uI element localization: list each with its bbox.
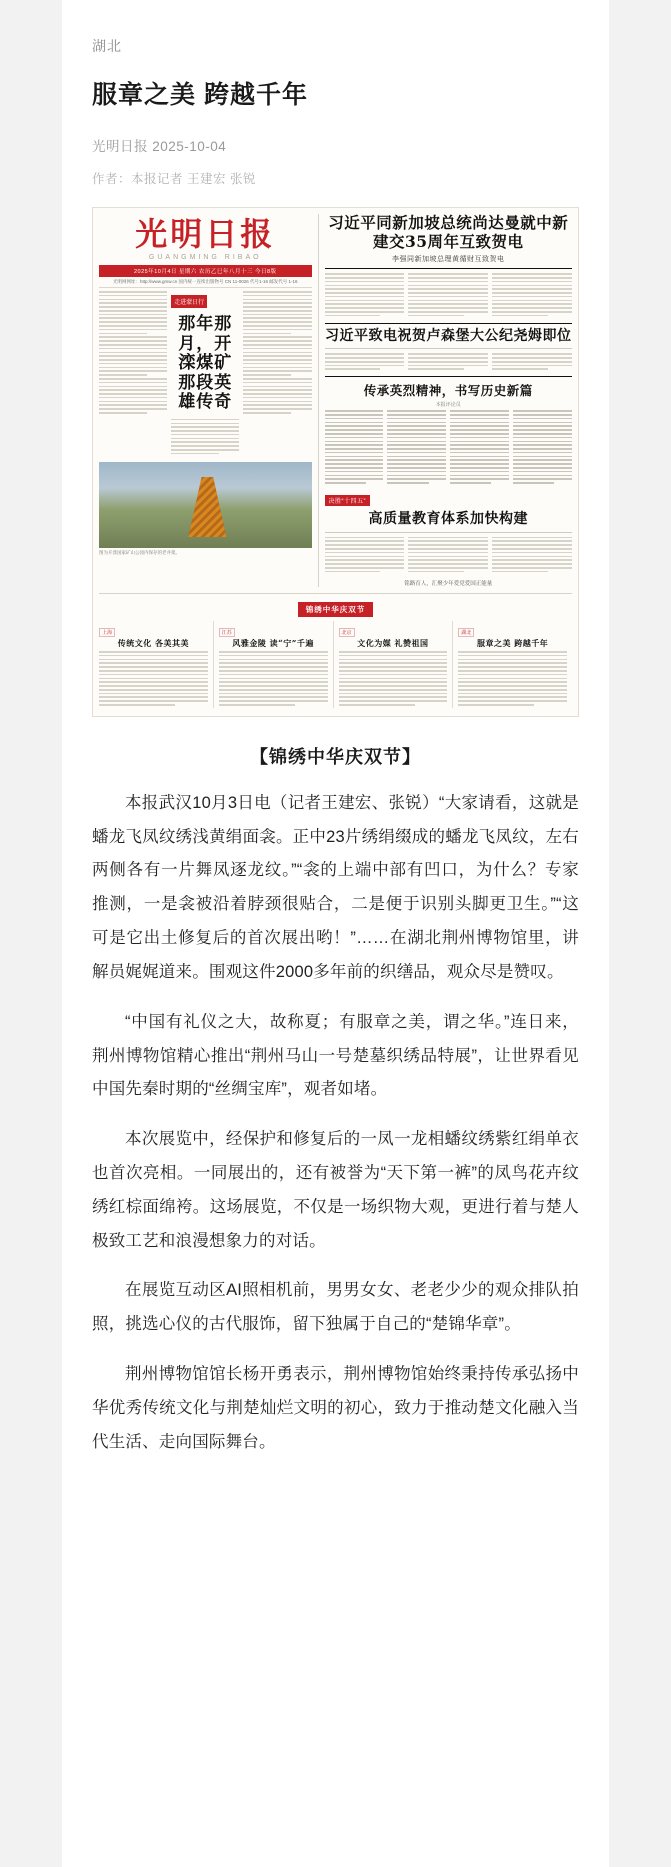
newspaper-masthead-title: 光明日报	[135, 215, 276, 253]
divider	[325, 376, 572, 377]
newspaper-third-body-columns	[325, 410, 572, 486]
newspaper-lead-body-columns	[325, 273, 572, 318]
filler-text-block	[513, 410, 572, 483]
filler-text-block	[325, 410, 384, 483]
filler-text-block	[450, 410, 509, 483]
newspaper-quarter-item	[339, 621, 454, 708]
newspaper-red-tag-wrap	[325, 490, 572, 508]
page-title: 服章之美 跨越千年	[92, 81, 308, 109]
article-source: 光明日报 2025-10-04	[92, 139, 227, 154]
newspaper-quarter-headline: 传统文化 各美其美	[117, 637, 190, 648]
filler-text-block	[408, 273, 488, 316]
filler-text-block	[99, 651, 208, 706]
newspaper-column-left	[99, 291, 167, 457]
newspaper-front-page-image[interactable]	[92, 207, 579, 717]
newspaper-masthead-columns	[99, 291, 312, 457]
newspaper-lead-headline: 习近平同新加坡总统尚达曼就中新建交35周年互致贺电	[328, 213, 569, 251]
article-authors: 作者：本报记者 王建宏 张锐	[92, 172, 256, 186]
newspaper-quarter-headline: 文化为媒 礼赞祖国	[357, 637, 429, 648]
newspaper-quarter-item	[458, 621, 572, 708]
newspaper-quarter-item	[219, 621, 334, 708]
newspaper-quarter-headline: 风雅金陵 读“宁”千遍	[232, 637, 314, 648]
newspaper-fourth-body-columns	[325, 537, 572, 575]
article-category[interactable]: 湖北	[92, 38, 122, 54]
newspaper-quarter-tag: 湖北	[458, 628, 474, 637]
filler-text-block	[325, 353, 405, 370]
filler-text-block	[492, 353, 572, 370]
newspaper-photo-caption: 图为开滦国家矿山公园内保存的老井架。	[99, 549, 180, 555]
article-paragraph: 在展览互动区AI照相机前，男男女女、老老少少的观众排队拍照，挑选心仪的古代服饰，留下独属于自己的“楚锦华章”。	[92, 1281, 579, 1334]
newspaper-quarter-row	[99, 621, 572, 708]
divider	[325, 348, 572, 349]
newspaper-photo-label: 铭路育人，汇聚少年爱党爱国正能量	[404, 580, 493, 587]
filler-text-block	[492, 273, 572, 316]
newspaper-lead-column	[325, 214, 572, 587]
newspaper-quarter-tag: 北京	[339, 628, 355, 637]
newspaper-lead-subheadline: 李强同新加坡总理黄循财互致贺电	[392, 256, 505, 264]
newspaper-banner-wrap	[99, 599, 572, 617]
newspaper-headline-4: 高质量教育体系加快构建	[368, 510, 529, 527]
filler-text-block	[458, 651, 567, 706]
filler-text-block	[171, 419, 239, 455]
newspaper-masthead-pinyin: GUANGMING RIBAO	[148, 254, 262, 261]
newspaper-headline-3-byline: 本报评论员	[435, 402, 461, 409]
newspaper-column-feature	[171, 291, 239, 457]
newspaper-column-badge: 走进蒙日行	[171, 295, 207, 308]
article-paragraph: 本报武汉10月3日电（记者王建宏、张锐）“大家请看，这就是蟠龙飞凤纹绣浅黄绢面衾。正中23片绣绢缀成的蟠龙飞凤纹，左右两侧各有一片舞凤逐龙纹。”“衾的上端中部有凹口，为什么？专家推测，一是衾被沿着脖颈很贴合，二是便于识别头脚更卫生。”“这可是它出土修复后的首次展出哟！”……在湖北荆州博物馆里，讲解员娓娓道来。围观这件2000多年前的织缮品，观众尽是赞叹。	[92, 793, 579, 981]
newspaper-headline-3: 传承英烈精神，书写历史新篇	[363, 383, 533, 399]
filler-text-block	[219, 651, 328, 706]
newspaper-headline-2: 习近平致电祝贺卢森堡大公纪尧姆即位	[325, 327, 572, 344]
filler-text-block	[492, 537, 572, 573]
newspaper-date-bar: 2025年10月4日 星期六 农历乙巳年八月十三 今日8版	[99, 265, 312, 277]
filler-text-block	[99, 291, 167, 414]
filler-text-block	[387, 410, 446, 483]
newspaper-quarter-headline: 服章之美 跨越千年	[476, 637, 549, 648]
filler-text-block	[325, 537, 405, 573]
newspaper-quarter-tag: 江苏	[219, 628, 235, 637]
newspaper-masthead-column	[99, 214, 319, 587]
divider	[325, 268, 572, 269]
newspaper-red-tag: 决胜“十四五”	[325, 495, 371, 506]
article-sheet	[62, 0, 609, 1867]
newspaper-photo-mine	[99, 462, 312, 548]
filler-text-block	[243, 291, 311, 414]
newspaper-quarter-item	[99, 621, 214, 708]
divider	[325, 323, 572, 324]
newspaper-top-section	[99, 214, 572, 587]
newspaper-feature-headline: 那年那月，开滦煤矿那段英雄传奇	[178, 314, 233, 413]
filler-text-block	[408, 537, 488, 573]
filler-text-block	[339, 651, 448, 706]
newspaper-second-body-columns	[325, 353, 572, 372]
article-paragraph: 本次展览中，经保护和修复后的一凤一龙相蟠纹绣紫红绢单衣也首次亮相。一同展出的，还有被誉为“天下第一裤”的凤鸟花卉纹绣红棕面绵袴。这场展览，不仅是一场织物大观，更进行着与楚人极致工艺和浪漫想象力的对话。	[92, 1130, 579, 1250]
article-paragraph: “中国有礼仪之大，故称夏；有服章之美，谓之华。”连日来，荆州博物馆精心推出“荆州马山一号楚墓织绣品特展”，让世界看见中国先秦时期的“丝绸宝库”，观者如堵。	[92, 1012, 579, 1099]
section-title: 【锦绣中华庆双节】	[250, 746, 421, 767]
newspaper-bottom-section	[99, 593, 572, 708]
article-paragraph: 荆州博物馆馆长杨开勇表示，荆州博物馆始终秉持传承弘扬中华优秀传统文化与荆楚灿烂文明的初心，致力于推动楚文化融入当代生活、走向国际舞台。	[92, 1365, 579, 1451]
newspaper-quarter-tag: 上海	[99, 628, 115, 637]
newspaper-bottom-banner: 锦绣中华庆双节	[298, 602, 374, 617]
newspaper-info-bar: 光明网网址：http://www.gmw.cn 国内统一连续出版物号 CN 11-0026 代号1-16 邮发代号 1-16	[99, 277, 312, 288]
filler-text-block	[408, 353, 488, 370]
newspaper-column-right	[243, 291, 311, 457]
article-content	[62, 0, 609, 1515]
filler-text-block	[325, 273, 405, 316]
divider	[325, 532, 572, 533]
